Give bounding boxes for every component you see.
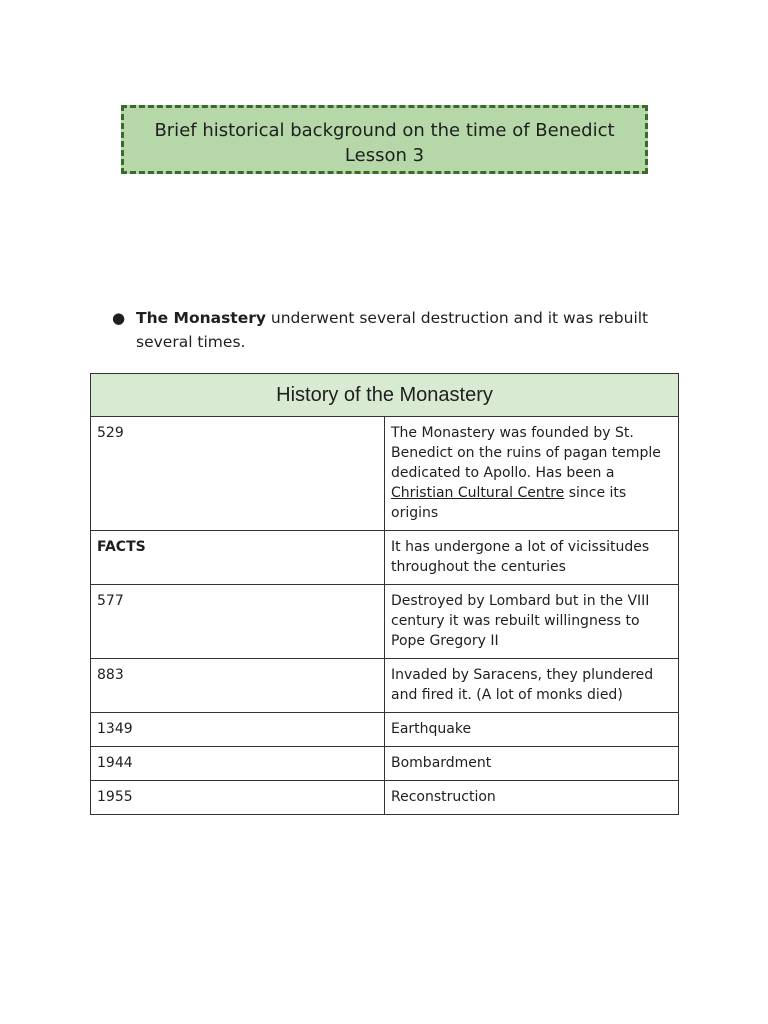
bullet-text	[136, 306, 672, 354]
event-text-tail: since its origins	[391, 485, 627, 521]
table-row	[91, 417, 679, 531]
table-cell-year: 883	[91, 659, 385, 713]
table-cell-year: 1349	[91, 713, 385, 747]
table-row	[91, 585, 679, 659]
table-cell-event: Bombardment	[385, 747, 679, 781]
table-cell-event: Invaded by Saracens, they plundered and fired it. (A lot of monks died)	[385, 659, 679, 713]
bullet-item	[112, 306, 672, 354]
table-cell-event: It has undergone a lot of vicissitudes throughout the centuries	[385, 531, 679, 585]
lesson-number: Lesson 3	[344, 145, 425, 166]
table-header: History of the Monastery	[91, 374, 679, 417]
table-cell-year: 1955	[91, 781, 385, 815]
table-cell-event	[385, 417, 679, 531]
lesson-title-box	[121, 105, 648, 174]
table-cell-year: 577	[91, 585, 385, 659]
table-cell-year: FACTS	[91, 531, 385, 585]
bullet-dot-icon: ●	[112, 309, 126, 327]
table-cell-year: 1944	[91, 747, 385, 781]
table-row	[91, 713, 679, 747]
table-cell-event: Destroyed by Lombard but in the VIII century it was rebuilt willingness to Pope Gregory II	[385, 585, 679, 659]
bullet-body-text: underwent several destruction and it was rebuilt several times.	[136, 309, 649, 351]
table-row	[91, 747, 679, 781]
table-cell-event: Earthquake	[385, 713, 679, 747]
bullet-bold-text: The Monastery	[136, 309, 266, 327]
table-row	[91, 531, 679, 585]
table-cell-year: 529	[91, 417, 385, 531]
table-header-row	[91, 374, 679, 417]
table-cell-event: Reconstruction	[385, 781, 679, 815]
history-table	[90, 373, 679, 815]
event-text: The Monastery was founded by St. Benedict on the ruins of pagan temple dedicated to Apollo. Has been a	[391, 425, 661, 481]
table-row	[91, 659, 679, 713]
lesson-title: Brief historical background on the time of Benedict	[154, 120, 615, 141]
table-row	[91, 781, 679, 815]
christian-cultural-centre-link[interactable]: Christian Cultural Centre	[391, 485, 565, 501]
